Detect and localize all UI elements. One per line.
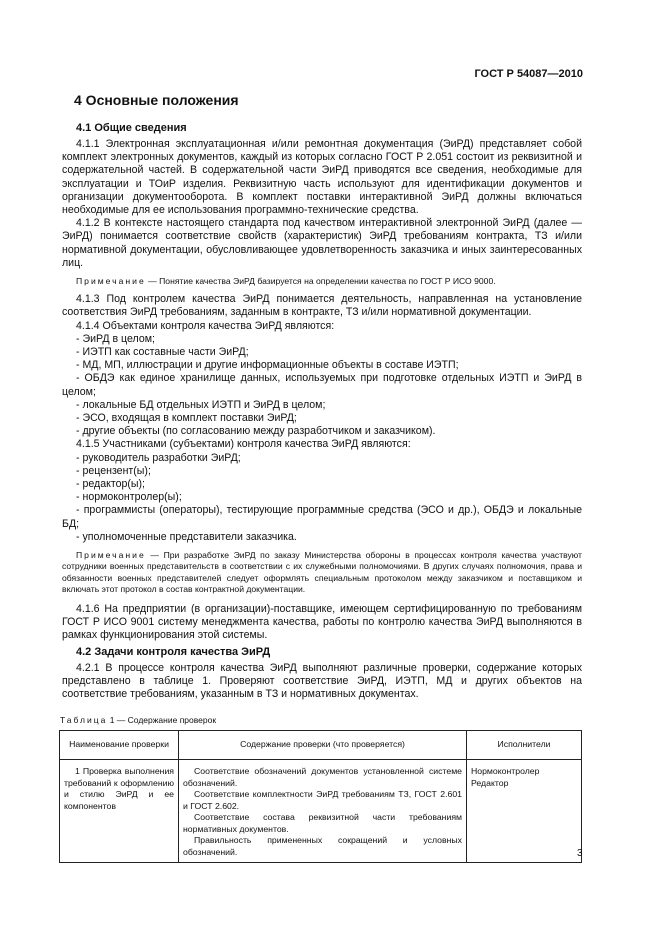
performer: Нормоконтролер: [471, 766, 540, 777]
paragraph-4-1-3: 4.1.3 Под контролем качества ЭиРД понимается деятельность, направленная на установление соответствия ЭиРД требованиям, заданным в контракте, ТЗ и/или нормативной документации.: [62, 293, 582, 319]
list-item: - рецензент(ы);: [76, 464, 151, 477]
header-check-content: Содержание проверки (что проверяется): [179, 731, 467, 760]
cell-check-content: [179, 760, 467, 863]
table-caption: [60, 715, 582, 725]
document-body: [62, 92, 582, 863]
note-2: [62, 550, 582, 595]
list-item: - ЭСО, входящая в комплект поставки ЭиРД;: [76, 412, 297, 425]
paragraph-4-1-6: 4.1.6 На предприятии (в организации)-поставщике, имеющем сертифицированную по требованиям ГОСТ Р ИСО 9001 систему менеджмента качества, работы по контролю качества ЭиРД выполняются в рамках функционирования этой системы.: [62, 602, 582, 642]
note-label: Примечание: [76, 550, 146, 561]
table-caption-label: Таблица: [60, 715, 108, 726]
paragraph-4-1-4: 4.1.4 Объектами контроля качества ЭиРД являются:: [76, 319, 335, 332]
table-caption-text: 1 — Содержание проверок: [109, 715, 217, 726]
content-line: Соответствие комплектности ЭиРД требованиям ТЗ, ГОСТ 2.601 и ГОСТ 2.602.: [183, 789, 462, 811]
subsection-title-4-1: 4.1 Общие сведения: [76, 122, 187, 134]
header-check-name: Наименование проверки: [60, 731, 179, 760]
list-item: - МД, МП, иллюстрации и другие информационные объекты в составе ИЭТП;: [76, 359, 459, 372]
note-text: — Понятие качества ЭиРД базируется на определении качества по ГОСТ Р ИСО 9000.: [148, 276, 496, 287]
cell-performers: [467, 760, 582, 863]
list-item: - программисты (операторы), тестирующие программные средства (ЭСО и др.), ОБДЭ и локальные БД;: [62, 504, 582, 530]
table-row: [60, 760, 582, 863]
paragraph-4-1-2: 4.1.2 В контексте настоящего стандарта под качеством интерактивной электронной ЭиРД (далее — ЭиРД) понимается соответствие свойств (характеристик) ЭиРД требованиям контракта, ТЗ и/или нормативной документации, обусловливающее удовлетворенность заказчика и иных заинтересованных лиц.: [62, 217, 582, 269]
list-item: - нормоконтролер(ы);: [76, 491, 182, 504]
header-performers: Исполнители: [467, 731, 582, 760]
note-1: [62, 276, 582, 287]
note-label: Примечание: [76, 276, 146, 287]
paragraph-4-1-5: 4.1.5 Участниками (субъектами) контроля качества ЭиРД являются:: [76, 438, 411, 451]
list-item: - локальные БД отдельных ИЭТП и ЭиРД в целом;: [76, 398, 326, 411]
performer: Редактор: [471, 777, 509, 788]
checks-table: [59, 730, 582, 863]
list-item: - уполномоченные представители заказчика.: [76, 530, 297, 543]
paragraph-4-1-1: 4.1.1 Электронная эксплуатационная и/или ремонтная документация (ЭиРД) представляет собой комплект электронных документов, каждый из которых согласно ГОСТ Р 2.051 состоит из реквизитной и содержательной частей. В содержательной части ЭиРД приводятся все сведения, необходимые для эксплуатации и ТОиР изделия. Реквизитную часть используют для идентификации документов и организации документооборота. В комплект поставки интерактивной ЭиРД должны включаться необходимые для ее использования программно-технические средства.: [62, 138, 582, 217]
content-line: Соответствие состава реквизитной части требованиям нормативных документов.: [183, 812, 462, 834]
list-item: - другие объекты (по согласованию между разработчиком и заказчиком).: [76, 425, 436, 438]
document-code: ГОСТ Р 54087—2010: [474, 68, 583, 80]
subsection-title-4-2: 4.2 Задачи контроля качества ЭиРД: [76, 645, 271, 658]
section-title: 4 Основные положения: [74, 92, 239, 108]
note-text: — При разработке ЭиРД по заказу Министерства обороны в процессах контроля качества участвуют сотрудники военных представительств в соответствии с их служебными полномочиями. В других случаях полномочия, права и обязанности военных представителей следует оформлять специальным протоколом между заказчиком и поставщиком и включать этот протокол в состав контрактной документации.: [62, 550, 582, 594]
table-header-row: [60, 731, 582, 760]
page-number: 3: [577, 848, 583, 859]
list-item: - редактор(ы);: [76, 478, 145, 491]
paragraph-4-2-1: 4.2.1 В процессе контроля качества ЭиРД выполняют различные проверки, содержание которых представлено в таблице 1. Проверяют соответствие ЭиРД, ИЭТП, МД и других объектов на соответствие требованиям, указанным в ТЗ и нормативных документах.: [62, 661, 582, 700]
list-item: - ИЭТП как составные части ЭиРД;: [76, 346, 249, 359]
list-item: - ОБДЭ как единое хранилище данных, используемых при подготовке отдельных ИЭТП и ЭиРД в целом;: [62, 372, 582, 398]
content-line: Соответствие обозначений документов установленной системе обозначений.: [183, 766, 462, 788]
list-item: - руководитель разработки ЭиРД;: [76, 451, 241, 464]
content-line: Правильность примененных сокращений и условных обозначений.: [183, 835, 462, 857]
list-item: - ЭиРД в целом;: [76, 332, 155, 345]
cell-check-name: 1 Проверка выполнения требований к оформлению и стилю ЭиРД и ее компонентов: [60, 760, 179, 863]
